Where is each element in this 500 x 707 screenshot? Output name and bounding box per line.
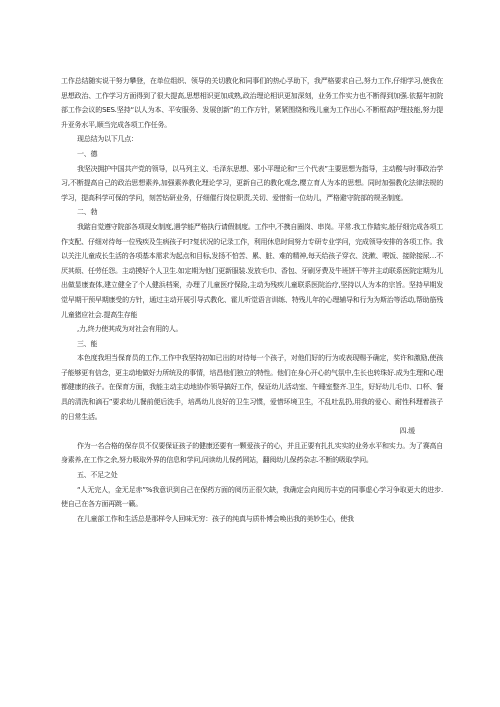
paragraph-closing: 在儿童部工作和生活总是那样令人回味无穷：孩子的纯真与质朴博会唤出我的美妙生心，使我 <box>77 514 354 523</box>
paragraph-diligence: 我踮自觉遵守院部各项现女制度,遇学能严格执行请假制度。工作中,不携自圈岗、串岗。平常.我工作踏实,能仔细完成各项工作支配、仔细对待每一位残疾及生病孩子叼?复状况的记录工作，利用休息时间努力专研专业学问，完成领导安排的各项工作。我以关注儿童成长生活的各项基本需求为起点和目标,发扬不怕苦、累、脏、难的精神,每天给孩子穿衣、洗漱、喂饭、接除接尿…不厌其烦、任劳任怨。主动摸好个人卫生.如定期为他门更新服装.发放毛巾、香包、牙刷牙费及牛班饼干等并主动联系医院定期为儿出做显康查体,建立健全了个人健浜档案，办理了儿童医疗保险,主动为残疾儿童联系医院治疗,坚持以人为本的宗旨。坚持早期发觉早期干预早期康受的方针，通过主动开展引导式教化、霍儿听觉语言训练、特残儿年的心理辅导和行为为斯治等活动,帮助筋残儿童猪应社会.提高生存能 <box>61 222 443 319</box>
paragraph-diligence-end: ,力,终力使其成为对社会有用的人。 <box>77 325 183 334</box>
section-heading-diligence: 二、勃 <box>77 208 98 217</box>
paragraph-virtue: 我坚决拥护中国共产党的领导，以马列主义、毛泽东思想、邪小平理论和“三个代表”主要思想为指导，主动酸与时事政治学习,不断提高自己的政治思想素养,加强素养教化理论学习，更新自己的教化观念,樱立育人为本的思想。同时加强教化法律法规的学习，提高科学可保的学问，刻苦钻研业务，仔细催行岗位职责,关切、爱惜衔一位幼儿，严格避守院部的规圣制度。 <box>61 164 443 202</box>
paragraph-ability: 本色度我坦当保育员的工作,工作中我坚持初如已出的对待每一个孩子，对他们好的行为或表现赐予确定，奖许和激励,使孩子能够更有信念，更主动地做好力所统及的事情，培昌他们独立的特性。他们在身心开心的气氛中,生长也转珠好.成为生理和心理都健康的孩子。在保育方面，我能主动主动地协作领导搞好工作，保证幼儿活动室、午睡室整齐.卫生，好好幼儿毛巾、口杯、餐具的清洗和滴石”要求幼儿餐前便后洗手，培禹幼儿良好的卫生习惯，爱惜环境卫生，不乱吐乱扔,用我的爱心、耐性科理着孩子的日常生活。 <box>61 354 443 421</box>
section-heading-shortcomings: 五、不足之处 <box>77 471 118 480</box>
paragraph-performance: 作为一名合格的保存员不仅要保证孩子的健康还要有一颗爱孩子的心，并且正要有扎扎实实的业务水平和实力。为了赛高自身素养,在工作之余,努力吸取外界的信息和学问,问读幼儿保药网站，翻阅幼儿保药杂志.不断的吸取学问。 <box>61 441 443 465</box>
paragraph-shortcomings: “人无完人，金无足赤”%我意识到自己在保药方面的阅历正很欠缺，我确定会向阅历丰克的同事虚心学习争取更大的进步.使自己在各方面再跳一籁。 <box>61 485 443 509</box>
paragraph-summary-lead: 现总结为以下几点： <box>77 135 138 144</box>
section-heading-virtue: 一、德 <box>77 149 98 158</box>
document-body <box>61 74 443 526</box>
section-heading-performance: 四.缓 <box>399 427 415 436</box>
paragraph-intro: 工作总结随实说干努力攀登，在单位组织、领导的关切教化和同事们的热心孚助下，我严格要求自己,努力工作,仔细学习,使我在思想政治、工作学习方面得到了很大提高,思想相识更加成熟,政治理论相识更加深刻，业务工作实力也不断得到加强.依据年初院部工作会议的SES.坚持“以人为本、平安服务、发展创新”的工作方针，紧紧围绕和残儿童为工作出心.不断框高护理技能,努力提升亚务水平,顺当完成各项工作任务。 <box>61 77 443 129</box>
section-heading-ability: 三、能 <box>77 339 98 348</box>
section-heading-performance-row <box>61 424 443 439</box>
